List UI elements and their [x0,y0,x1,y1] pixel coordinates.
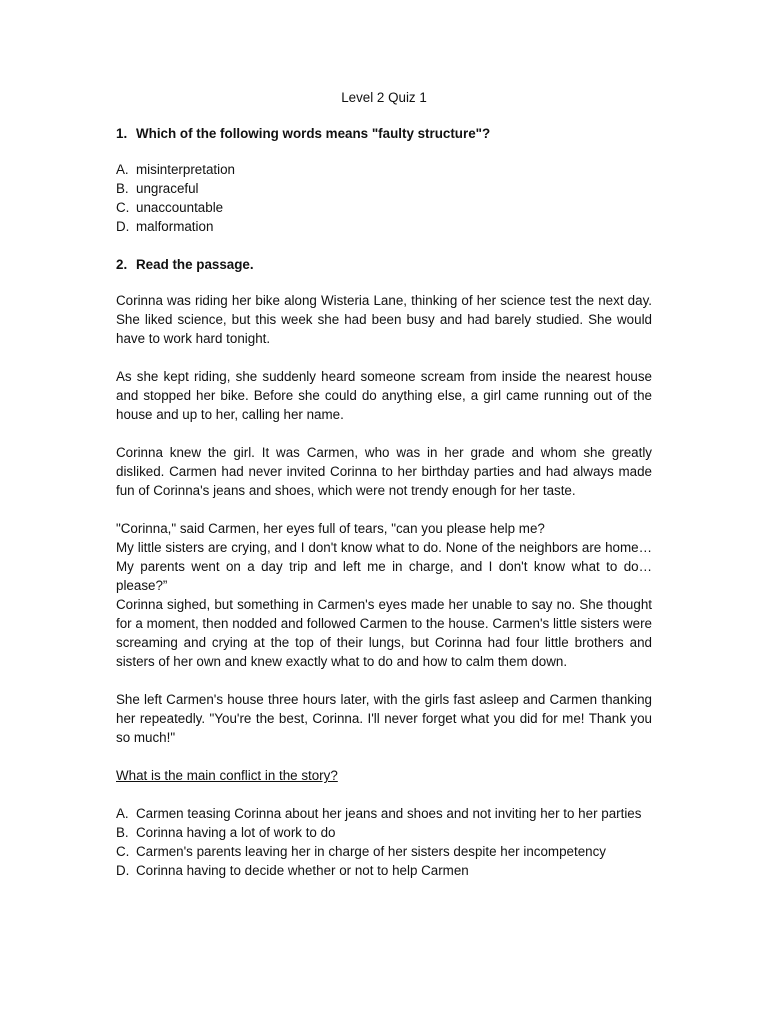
option-text: Corinna having a lot of work to do [136,825,336,840]
question-2-option-c [116,842,652,861]
option-text: Carmen teasing Corinna about her jeans and shoes and not inviting her to her parties [136,806,642,821]
option-letter: B. [116,181,129,196]
option-letter: C. [116,200,130,215]
question-1-option-c [116,198,652,217]
passage-paragraph: Corinna was riding her bike along Wisteria Lane, thinking of her science test the next day. She liked science, but this week she had been busy and had barely studied. She would have to work hard tonight. [116,293,652,346]
passage-paragraph: As she kept riding, she suddenly heard someone scream from inside the nearest house and stopped her bike. Before she could do anything else, a girl came running out of the house and up to her, calling her name. [116,369,652,422]
option-text: Corinna having to decide whether or not to help Carmen [136,863,469,878]
question-1-text: Which of the following words means "faulty structure"? [136,126,491,141]
question-2-heading [116,255,652,274]
question-1-options [116,160,652,236]
page-title: Level 2 Quiz 1 [341,90,427,105]
question-2-option-a [116,804,652,823]
passage-paragraph: Corinna sighed, but something in Carmen's eyes made her unable to say no. She thought for a moment, then nodded and followed Carmen to the house. Carmen's little sisters were screaming and crying at the top of their lungs, but Corinna had four little brothers and sisters of her own and knew exactly what to do and how to calm them down. [116,597,652,669]
question-1-heading [116,124,652,143]
passage-paragraph: Corinna knew the girl. It was Carmen, who was in her grade and whom she greatly disliked. Carmen had never invited Corinna to her birthday parties and had always made fun of Corinna's jeans and shoes, which were not trendy enough for her taste. [116,445,652,498]
question-2-option-b [116,823,652,842]
option-text: unaccountable [136,200,224,215]
question-2-option-d [116,861,652,880]
question-1-option-a [116,160,652,179]
option-letter: D. [116,863,130,878]
option-text: Carmen's parents leaving her in charge of her sisters despite her incompetency [136,844,606,859]
option-letter: B. [116,825,129,840]
option-text: malformation [136,219,214,234]
option-text: ungraceful [136,181,199,196]
question-2-text: Read the passage. [136,257,254,272]
option-text: misinterpretation [136,162,235,177]
passage-paragraph: She left Carmen's house three hours later, with the girls fast asleep and Carmen thanking her repeatedly. "You're the best, Corinna. I'll never forget what you did for me! Thank you so much!" [116,692,652,745]
question-2-prompt: What is the main conflict in the story? [116,768,338,783]
question-2-number: 2. [116,257,128,272]
passage-paragraph: "Corinna," said Carmen, her eyes full of tears, "can you please help me? [116,521,545,536]
option-letter: A. [116,806,129,821]
passage-paragraph: My little sisters are crying, and I don't know what to do. None of the neighbors are home…My parents went on a day trip and left me in charge, and I don't know what to do…please?” [116,540,652,593]
question-1-option-d [116,217,652,236]
question-2-options [116,804,652,880]
option-letter: D. [116,219,130,234]
quiz-page [116,88,652,880]
question-1-number: 1. [116,126,128,141]
question-1-option-b [116,179,652,198]
option-letter: C. [116,844,130,859]
option-letter: A. [116,162,129,177]
